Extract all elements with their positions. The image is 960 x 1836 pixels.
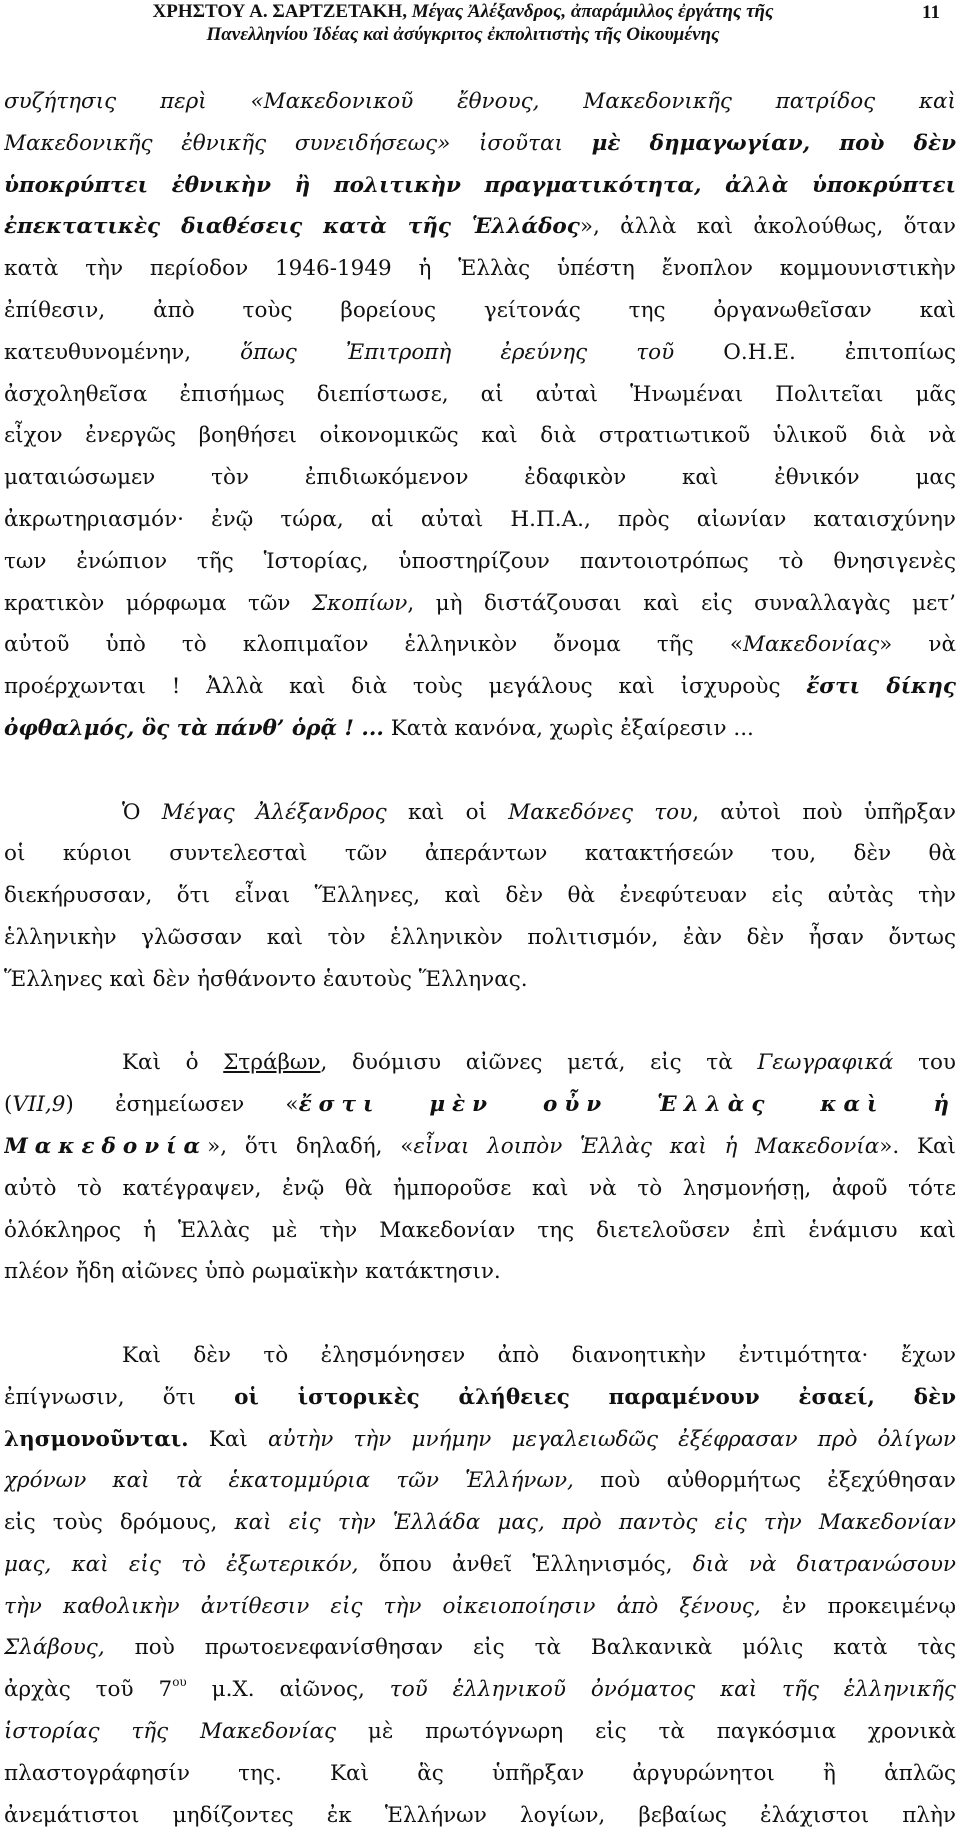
text-line: κρατικὸν μόρφωμα τῶν Σκοπίων, μὴ διστάζουσαι καὶ εἰς συναλλαγὰς μετ’ [4, 590, 956, 616]
text-line: Καὶ δὲν τὸ ἐλησμόνησεν ἀπὸ διανοητικὴν ἐντιμότητα· ἔχων [122, 1342, 956, 1368]
header-title-part-1: Μέγας Ἀλέξανδρος, ἀπαράμιλλος ἐργάτης τῆς [411, 1, 774, 22]
text-line: κατὰ τὴν περίοδον 1946-1949 ἡ Ἑλλὰς ὑπέστη ἔνοπλον κομμουνιστικὴν [4, 256, 956, 282]
text-line: πλαστογράφησίν της. Καὶ ἃς ὑπῆρξαν ἀργυρώνητοι ἢ ἁπλῶς [4, 1760, 956, 1786]
text-line: κατευθυνομένην, ὅπως Ἐπιτροπὴ ἐρεύνης τοῦ Ο.Η.Ε. ἐπιτοπίως [4, 339, 956, 365]
text-line: μας, καὶ εἰς τὸ ἐξωτερικόν, ὅπου ἀνθεῖ Ἑλληνισμός, διὰ νὰ διατρανώσουν [4, 1551, 956, 1577]
text-line: ἑλληνικὴν γλῶσσαν καὶ τὸν ἑλληνικὸν πολιτισμόν, ἐὰν δὲν ἦσαν ὄντως [4, 924, 956, 950]
header-line-2 [118, 23, 808, 46]
text-line: ἀκρωτηριασμόν· ἐνῷ τώρα, αἱ αὐταὶ Η.Π.Α., πρὸς αἰωνίαν καταισχύνην [4, 506, 956, 532]
text-line: ἱστορίας τῆς Μακεδονίας μὲ πρωτόγνωρη εἰς τὰ παγκόσμια χρονικὰ [4, 1719, 956, 1745]
text-line: ἐπεκτατικὲς διαθέσεις κατὰ τῆς Ἑλλάδος», ἀλλὰ καὶ ἀκολούθως, ὅταν [4, 214, 956, 240]
text-line: διεκήρυσσαν, ὅτι εἶναι Ἕλληνες, καὶ δὲν θὰ ἐνεφύτευαν εἰς αὐτὰς τὴν [4, 883, 956, 909]
text-line: αὐτοῦ ὑπὸ τὸ κλοπιμαῖον ἑλληνικὸν ὄνομα τῆς «Μακεδονίας» νὰ [4, 632, 956, 658]
text-line: (VII,9) ἐσημείωσεν «ἔστι μὲν οὖν Ἑλλὰς καὶ ἡ [4, 1092, 956, 1118]
text-line: ἐπίθεσιν, ἀπὸ τοὺς βορείους γείτονάς της ὀργανωθεῖσαν καὶ [4, 297, 956, 323]
text-line: Ὁ Μέγας Ἀλέξανδρος καὶ οἱ Μακεδόνες του, αὐτοὶ ποὺ ὑπῆρξαν [122, 799, 956, 825]
text-line: εἶχον ἐνεργῶς βοηθήσει οἰκονομικῶς καὶ διὰ στρατιωτικοῦ ὑλικοῦ διὰ νὰ [4, 423, 956, 449]
text-line: ὁλόκληρος ἡ Ἑλλὰς μὲ τὴν Μακεδονίαν της διετελοῦσεν ἐπὶ ἑνάμισυ καὶ [4, 1217, 956, 1243]
text-line: Μακεδονικῆς ἐθνικῆς συνειδήσεως» ἰσοῦται μὲ δημαγωγίαν, ποὺ δὲν [4, 130, 956, 156]
header-title-part-2: Πανελληνίου Ἰδέας καὶ ἀσύγκριτος ἐκπολιτιστὴς τῆς Οἰκουμένης [206, 24, 720, 45]
text-line: χρόνων καὶ τὰ ἑκατομμύρια τῶν Ἑλλήνων, ποὺ αὐθορμήτως ἐξεχύθησαν [4, 1468, 956, 1494]
text-line: οἱ κύριοι συντελεσταὶ τῶν ἀπεράντων κατακτήσεών του, δὲν θὰ [4, 841, 956, 867]
text-line: εἰς τοὺς δρόμους, καὶ εἰς τὴν Ἑλλάδα μας, πρὸ παντὸς εἰς τὴν Μακεδονίαν [4, 1510, 956, 1536]
text-line: ματαιώσωμεν τὸν ἐπιδιωκόμενον ἐδαφικὸν καὶ ἐθνικόν μας [4, 465, 956, 491]
header-line-1 [118, 0, 808, 23]
text-line: ἀρχὰς τοῦ $7^{o\upsilon}$ μ.Χ. αἰῶνος, τοῦ ἑλληνικοῦ ὀνόματος καὶ τῆς ἑλληνικῆς [4, 1675, 956, 1703]
text-line: ἀσχοληθεῖσα ἐπισήμως διεπίστωσε, αἱ αὐταὶ Ἡνωμέναι Πολιτεῖαι μᾶς [4, 381, 956, 407]
text-line: Σλάβους, ποὺ πρωτοενεφανίσθησαν εἰς τὰ Βαλκανικὰ μόλις κατὰ τὰς [4, 1635, 956, 1661]
text-line: λησμονοῦνται. Καὶ αὐτὴν τὴν μνήμην μεγαλειωδῶς ἐξέφρασαν πρὸ ὀλίγων [4, 1426, 956, 1452]
running-header [118, 0, 808, 46]
text-line: Μακεδονία», ὅτι δηλαδή, «εἶναι λοιπὸν Ἑλλὰς καὶ ἡ Μακεδονία». Καὶ [4, 1133, 956, 1159]
text-line: των ἐνώπιον τῆς Ἱστορίας, ὑποστηρίζουν παντοιοτρόπως τὸ θνησιγενὲς [4, 548, 956, 574]
text-line: ἀνεμάτιστοι μηδίζοντες ἐκ Ἑλλήνων λογίων, βεβαίως ἐλάχιστοι πλὴν [4, 1802, 956, 1828]
text-line: ἐπίγνωσιν, ὅτι οἱ ἱστορικὲς ἀλήθειες παραμένουν ἐσαεί, δὲν [4, 1384, 956, 1410]
paragraph-4 [4, 1335, 956, 1836]
page-body [4, 81, 956, 1836]
page-number: 11 [922, 2, 940, 23]
paragraph-3 [4, 1042, 956, 1293]
text-line: αὐτὸ τὸ κατέγραψεν, ἐνῷ θὰ ἠμποροῦσε καὶ νὰ τὸ λησμονήσῃ, ἀφοῦ τότε [4, 1175, 956, 1201]
text-line: ὀφθαλμός, ὃς τὰ πάνθ’ ὁρᾷ ! ... Κατὰ κανόνα, χωρὶς ἐξαίρεσιν ... [4, 715, 754, 741]
paragraph-1 [4, 81, 956, 750]
text-line: προέρχωνται ! Ἀλλὰ καὶ διὰ τοὺς μεγάλους καὶ ἰσχυροὺς ἔστι δίκης [4, 674, 956, 700]
text-line: ὑποκρύπτει ἐθνικὴν ἢ πολιτικὴν πραγματικότητα, ἀλλὰ ὑποκρύπτει [4, 172, 956, 198]
text-line: Ἕλληνες καὶ δὲν ἠσθάνοντο ἑαυτοὺς Ἕλληνας. [4, 966, 528, 992]
text-line: πλέον ἤδη αἰῶνες ὑπὸ ρωμαϊκὴν κατάκτησιν. [4, 1259, 501, 1285]
paragraph-2 [4, 792, 956, 1001]
text-line: Καὶ ὁ Στράβων, δυόμισυ αἰῶνες μετά, εἰς τὰ Γεωγραφικά του [122, 1050, 956, 1076]
strabo-link: Στράβων [223, 1050, 321, 1076]
text-line: συζήτησις περὶ «Μακεδονικοῦ ἔθνους, Μακεδονικῆς πατρίδος καὶ [4, 89, 956, 114]
text-line: τὴν καθολικὴν ἀντίθεσιν εἰς τὴν οἰκειοποίησιν ἀπὸ ξένους, ἐν προκειμένῳ [4, 1593, 956, 1619]
header-author: ΧΡΗΣΤΟΥ Α. ΣΑΡΤΖΕΤΑΚΗ, [152, 1, 407, 22]
